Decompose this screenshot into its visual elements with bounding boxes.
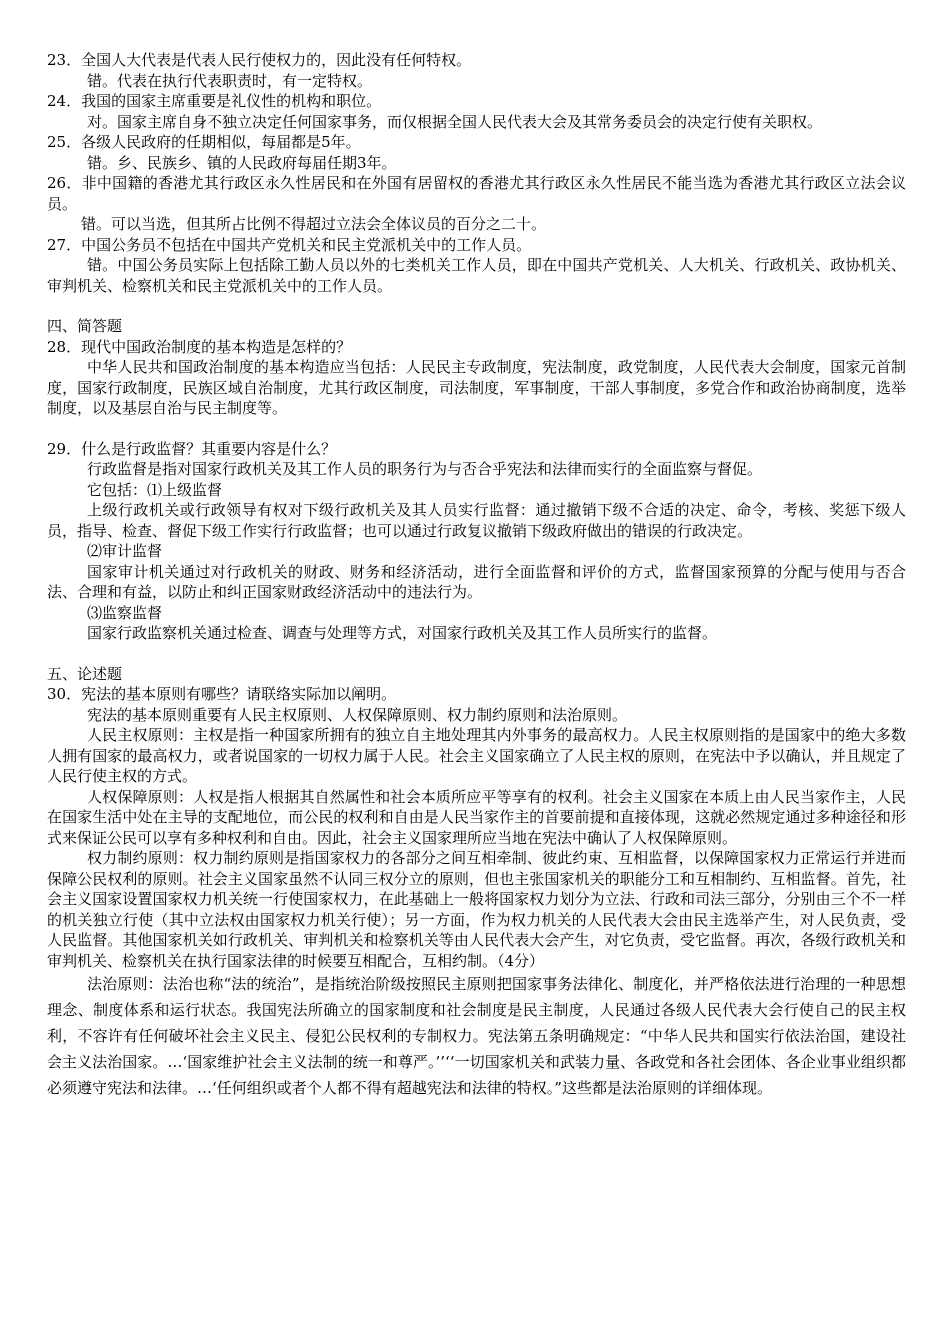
- paragraph-30-3: 权力制约原则：权力制约原则是指国家权力的各部分之间互相牵制、彼此约束、互相监督，以保障国家权力正常运行并进而保障公民权利的原则。社会主义国家虽然不认同三权分立的原则，但也主张国家机关的职能分工和互相制约、互相监督。首先，社会主义国家设置国家权力机关统一行使国家权力，在此基础上一般将国家权力划分为立法、行政和司法三部分，分别由三个不一样的机关独立行使（其中立法权由国家权力机关行使）；另一方面，作为权力机关的人民代表大会由民主选举产生，对人民负责，受人民监督。其他国家机关如行政机关、审判机关和检察机关等由人民代表大会产生，对它负责，受它监督。再次，各级行政机关和审判机关、检察机关在执行国家法律的时候要互相配合，互相约制。（4分）: [47, 849, 906, 970]
- answer-28: 中华人民共和国政治制度的基本构造应当包括：人民民主专政制度，宪法制度，政党制度，人民代表大会制度，国家元首制度，国家行政制度，民族区域自治制度，尤其行政区制度，司法制度，军事制度，干部人事制度，多党合作和政治协商制度，选举制度，以及基层自治与民主制度等。: [47, 358, 906, 417]
- spacer: [47, 296, 906, 316]
- spacer: [47, 419, 906, 439]
- paragraph-30-4-wrapper: [47, 971, 906, 1101]
- question-28: 28．现代中国政治制度的基本构造是怎样的？: [47, 337, 352, 356]
- answer-23: 错。代表在执行代表职责时，有一定特权。: [87, 71, 373, 90]
- paragraph-29-2: 国家审计机关通过对行政机关的财政、财务和经济活动，进行全面监督和评价的方式，监督国家预算的分配与使用与否合法、合理和有益，以防止和纠正国家财政经济活动中的违法行为。: [47, 562, 906, 601]
- paragraph-29-3: 国家行政监察机关通过检查、调查与处理等方式，对国家行政机关及其工作人员所实行的监督。: [87, 624, 718, 642]
- paragraph-30-2: 人权保障原则：人权是指人根据其自然属性和社会本质所应平等享有的权利。社会主义国家在本质上由人民当家作主，人民在国家生活中处在主导的支配地位，而公民的权利和自由是人民当家作主的首要前提和直接体现，这就必然规定通过多种途径和形式来保证公民可以享有多种权利和自由。因此，社会主义国家理所应当地在宪法中确认了人权保障原则。: [47, 787, 906, 847]
- answer-29: 行政监督是指对国家行政机关及其工作人员的职务行为与否合乎宪法和法律而实行的全面监察与督促。: [87, 460, 763, 478]
- question-23: 23．全国人大代表是代表人民行使权力的，因此没有任何特权。: [47, 51, 472, 69]
- question-27: 27．中国公务员不包括在中国共产党机关和民主党派机关中的工作人员。: [47, 235, 532, 254]
- question-30: 30．宪法的基本原则有哪些？请联络实际加以阐明。: [47, 685, 397, 703]
- question-29: 29．什么是行政监督？其重要内容是什么？: [47, 439, 337, 458]
- subheading-29-3: ⑶监察监督: [87, 603, 163, 622]
- section-heading-5: 五、论述题: [47, 664, 123, 683]
- subheading-29-2: ⑵审计监督: [87, 542, 163, 560]
- answer-24: 对。国家主席自身不独立决定任何国家事务，而仅根据全国人民代表大会及其常务委员会的决定行使有关职权。: [87, 112, 823, 131]
- section-heading-4: 四、简答题: [47, 317, 123, 335]
- answer-27: 错。中国公务员实际上包括除工勤人员以外的七类机关工作人员，即在中国共产党机关、人大机关、行政机关、政协机关、审判机关、检察机关和民主党派机关中的工作人员。: [47, 256, 906, 295]
- subheading-29-1: 它包括：⑴上级监督: [87, 480, 223, 499]
- spacer: [47, 644, 906, 664]
- answer-26: 错。可以当选，但其所占比例不得超过立法会全体议员的百分之二十。: [81, 215, 547, 233]
- question-24: 24．我国的国家主席重要是礼仪性的机构和职位。: [47, 92, 382, 110]
- answer-30-intro: 宪法的基本原则重要有人民主权原则、人权保障原则、权力制约原则和法治原则。: [87, 705, 628, 724]
- answer-25: 错。乡、民族乡、镇的人民政府每届任期3年。: [87, 153, 397, 172]
- question-26: 26．非中国籍的香港尤其行政区永久性居民和在外国有居留权的香港尤其行政区永久性居民不能当选为香港尤其行政区立法会议员。: [47, 174, 906, 213]
- paragraph-29-1: 上级行政机关或行政领导有权对下级行政机关及其人员实行监督：通过撤销下级不合适的决定、命令，考核、奖惩下级人员，指导、检查、督促下级工作实行行政监督；也可以通过行政复议撤销下级政府做出的错误的行政决定。: [47, 501, 906, 540]
- question-25: 25．各级人民政府的任期相似，每届都是5年。: [47, 133, 361, 151]
- paragraph-30-1: 人民主权原则：主权是指一种国家所拥有的独立自主地处理其内外事务的最高权力。人民主权原则指的是国家中的绝大多数人拥有国家的最高权力，或者说国家的一切权力属于人民。社会主义国家确立了人民主权的原则，在宪法中予以确认，并且规定了人民行使主权的方式。: [47, 726, 906, 785]
- paragraph-30-4: 法治原则：法治也称“法的统治”，是指统治阶级按照民主原则把国家事务法律化、制度化，并严格依法进行治理的一种思想理念、制度体系和运行状态。我国宪法所确立的国家制度和社会制度是民主制度，人民通过各级人民代表大会行使自己的民主权利，不容许有任何破坏社会主义民主、侵犯公民权利的专制权力。宪法第五条明确规定：“中华人民共和国实行依法治国，建设社会主义法治国家。…‘国家维护社会主义法制的统一和尊严。’’‘‘一切国家机关和武装力量、各政党和各社会团体、各企业事业组织都必须遵守宪法和法律。…‘任何组织或者个人都不得有超越宪法和法律的特权。”这些都是法治原则的详细体现。: [47, 975, 906, 1097]
